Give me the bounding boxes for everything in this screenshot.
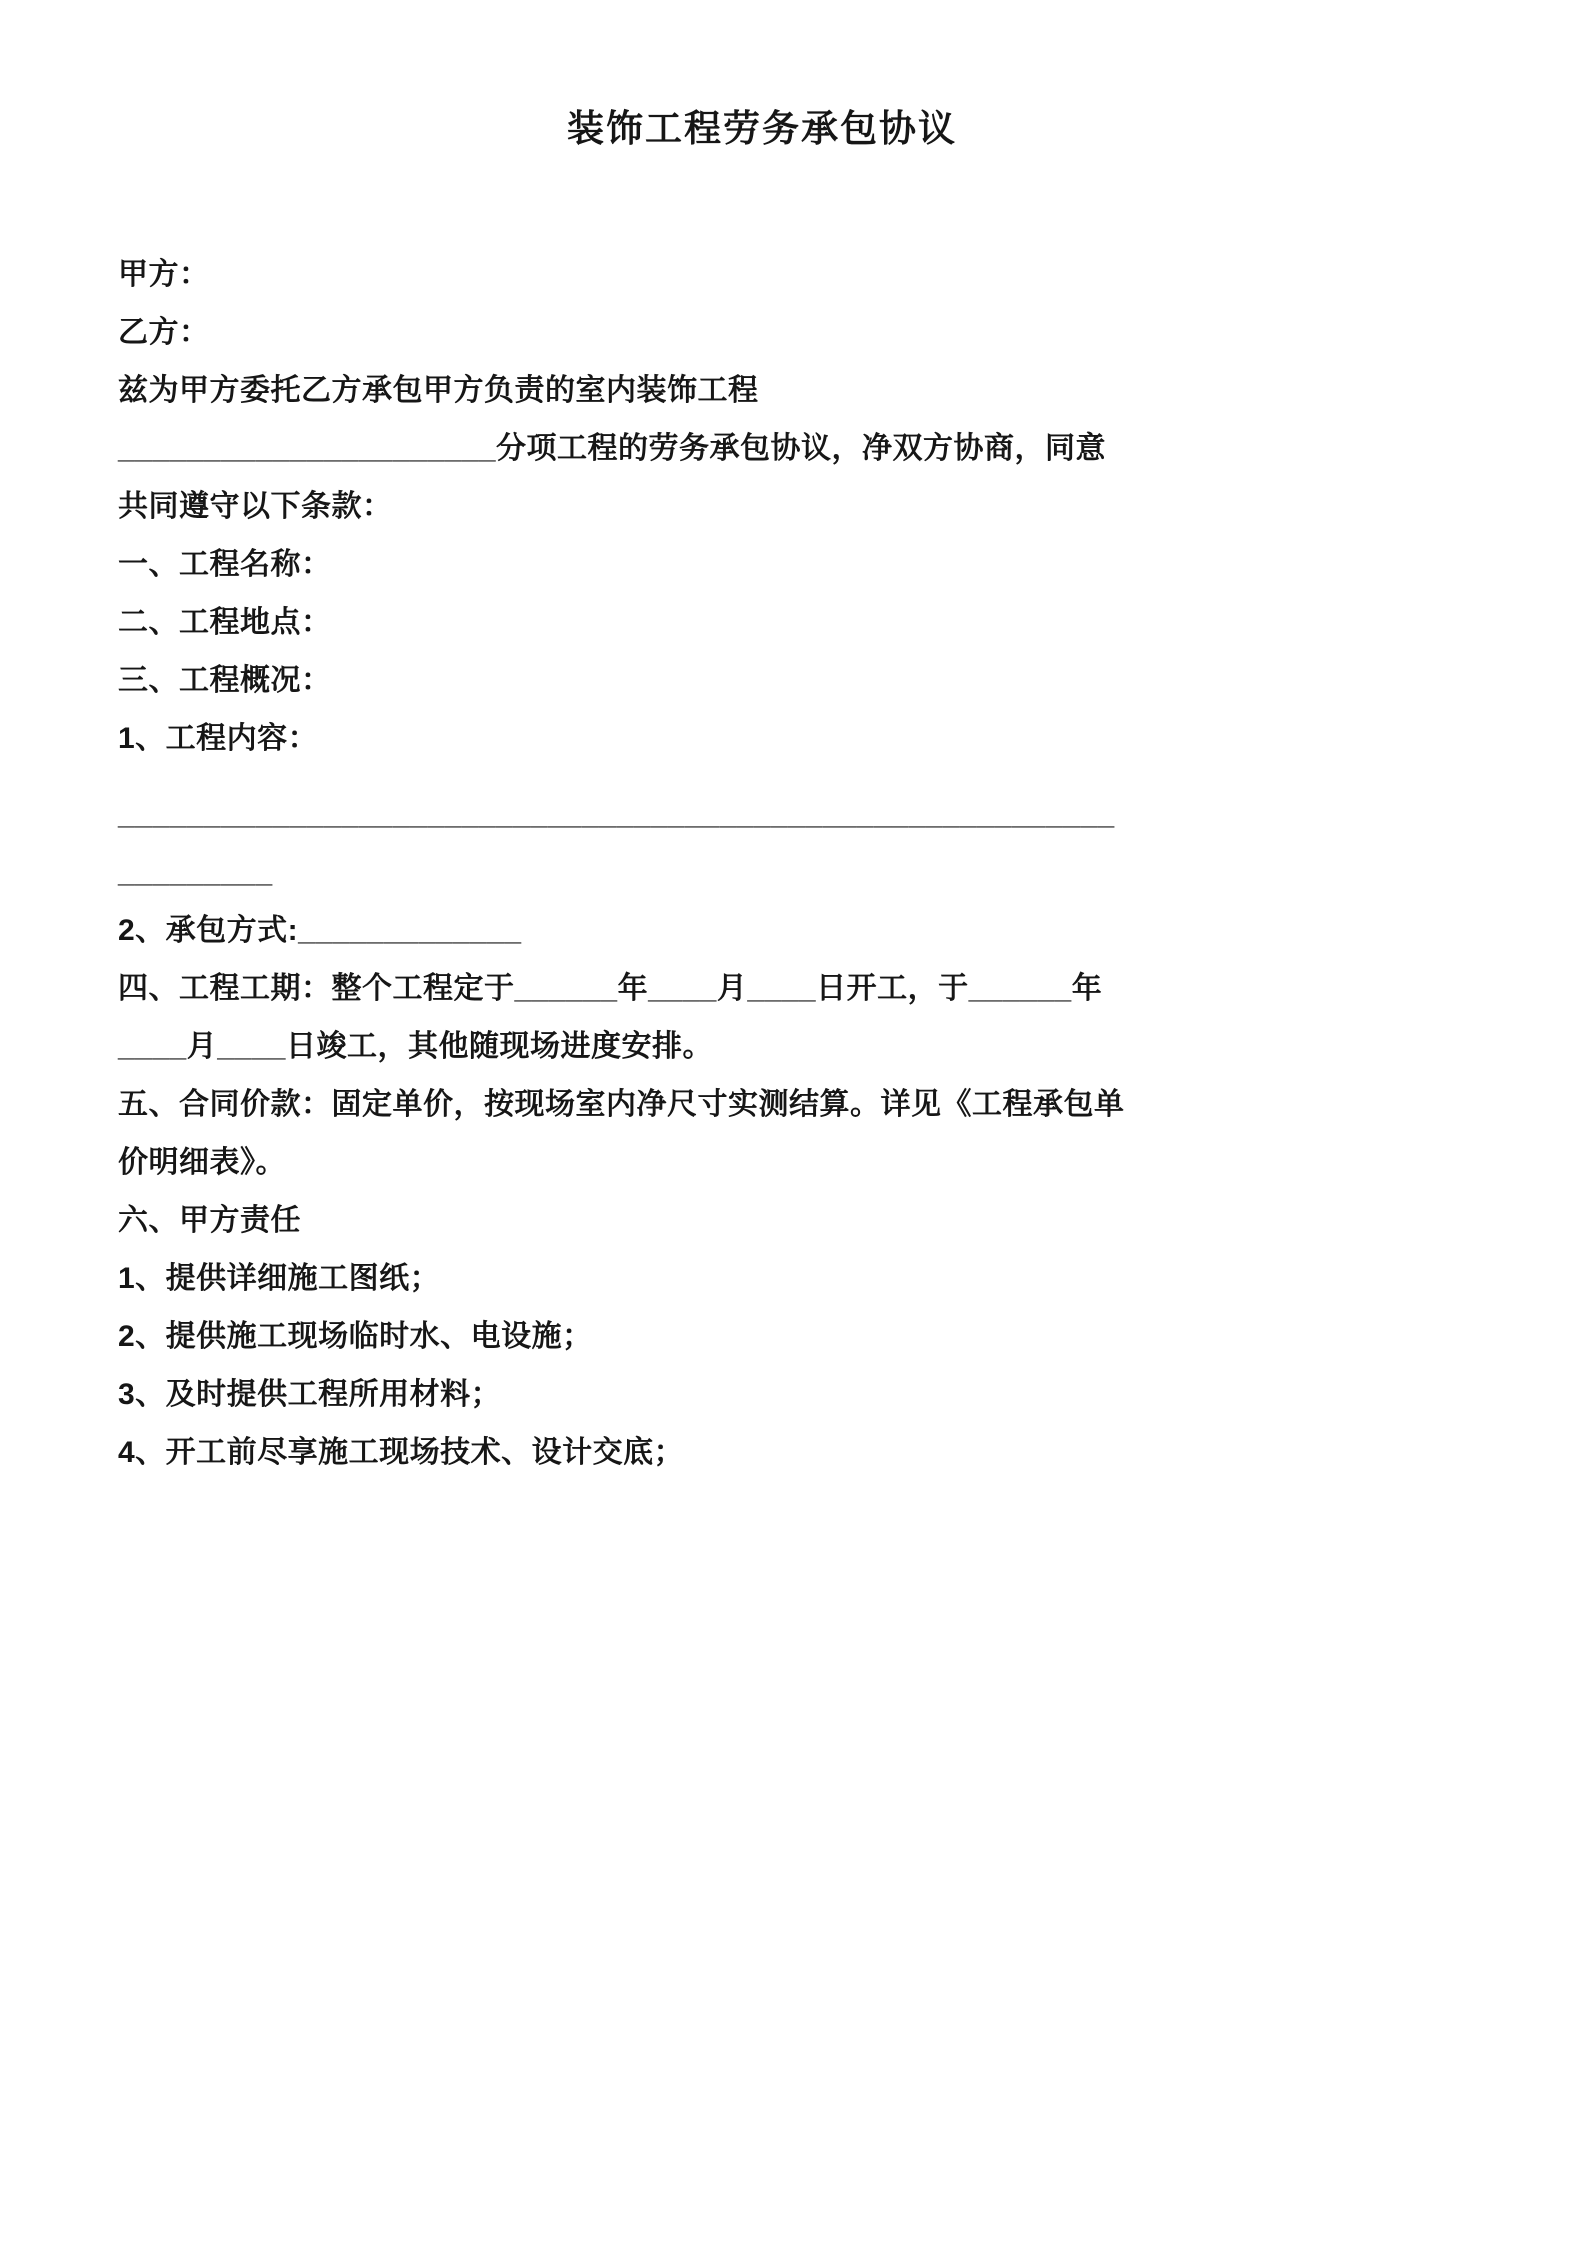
- document-line: 3、及时提供工程所用材料；: [118, 1378, 502, 1411]
- document-line: 四、工程工期：整个工程定于______年____月____日开工，于______年: [118, 972, 1103, 1005]
- document-line: 六、甲方责任: [118, 1204, 301, 1237]
- document-line: 兹为甲方委托乙方承包甲方负责的室内装饰工程: [118, 374, 759, 407]
- document-line: 4、开工前尽享施工现场技术、设计交底；: [118, 1436, 685, 1469]
- document-line: ____月____日竣工，其他随现场进度安排。: [118, 1030, 713, 1063]
- document-line: 1、工程内容：: [118, 722, 319, 755]
- document-line: 一、工程名称：: [118, 548, 332, 581]
- document-line: 2、提供施工现场临时水、电设施；: [118, 1320, 593, 1353]
- document-line: 1、提供详细施工图纸；: [118, 1262, 441, 1295]
- document-line: 2、承包方式:_____________: [118, 914, 522, 947]
- document-line: 价明细表》。: [118, 1146, 286, 1179]
- document-line: 五、合同价款：固定单价，按现场室内净尺寸实测结算。详见《工程承包单: [118, 1088, 1125, 1121]
- document-title: 装饰工程劳务承包协议: [567, 108, 957, 149]
- document-line: 二、工程地点：: [118, 606, 332, 639]
- document-line: 乙方：: [118, 316, 210, 349]
- document-line: 三、工程概况：: [118, 664, 332, 697]
- title-spacer: [118, 152, 1436, 246]
- document-blank-line-short: _________: [118, 856, 273, 889]
- document-blank-line-long: __________________________________________________________: [118, 798, 1115, 831]
- document-line: 共同遵守以下条款：: [118, 490, 393, 523]
- document-line: 甲方：: [118, 258, 210, 291]
- document-line: ______________________分项工程的劳务承包协议，净双方协商，同意: [118, 432, 1107, 465]
